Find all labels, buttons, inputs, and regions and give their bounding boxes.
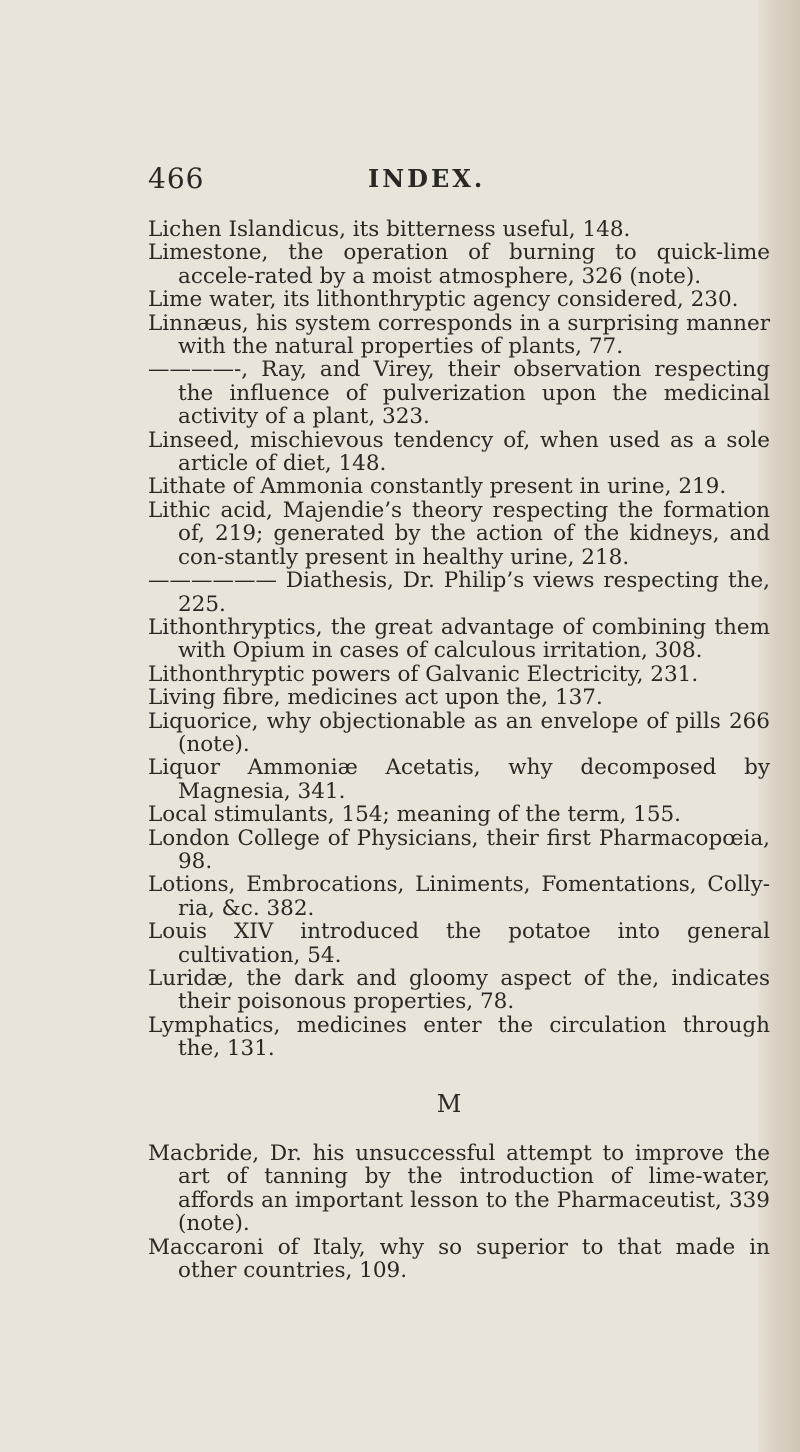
page-number: 466 [148,162,205,195]
index-entry: Lithonthryptics, the great advantage of combining them with Opium in cases of calculous irritation, 308. [148,614,770,664]
index-entry: —————— Diathesis, Dr. Philip’s views respecting the, 225. [148,568,770,617]
index-entry: Liquor Ammoniæ Acetatis, why decomposed by Magnesia, 341. [148,755,770,804]
index-entry: Louis XIV introduced the potatoe into general cultivation, 54. [148,919,770,968]
index-entries [148,218,770,1282]
section-letter-m: M [436,1089,462,1118]
index-entry: Luridæ, the dark and gloomy aspect of the, indicates their poisonous properties, 78. [148,966,770,1015]
index-section-l [148,218,770,1061]
index-entry: Lithate of Ammonia constantly present in urine, 219. [148,474,727,500]
index-entry: ————-, Ray, and Virey, their observation respecting the influence of pulverization upon the medicinal activity of a plant, 323. [148,357,770,430]
running-head: INDEX. [368,164,486,193]
page-header [148,162,708,202]
index-entry: Lithonthryptic powers of Galvanic Electricity, 231. [148,661,699,687]
index-entry: Macbride, Dr. his unsuccessful attempt to improve the art of tanning by the introduction of lime-water, affords an important lesson to the Pharmaceutist, 339 (note). [148,1141,770,1237]
index-entry: Liquorice, why objectionable as an envelope of pills 266 (note). [148,708,770,757]
index-entry: Lime water, its lithonthryptic agency considered, 230. [148,287,739,313]
index-entry: Living fibre, medicines act upon the, 137. [148,685,603,711]
index-entry: Lymphatics, medicines enter the circulation through the, 131. [148,1012,770,1062]
index-entry: Lichen Islandicus, its bitterness useful, 148. [148,217,631,242]
index-entry: Linseed, mischievous tendency of, when used as a sole article of diet, 148. [148,427,770,477]
index-entry: Lithic acid, Majendie’s theory respecting the formation of, 219; generated by the action of the kidneys, and con-stantly present in healthy urine, 218. [148,497,770,570]
index-entry: Limestone, the operation of burning to quick-lime accele-rated by a moist atmosphere, 326 (note). [148,240,770,289]
index-entry: Maccaroni of Italy, why so superior to that made in other countries, 109. [148,1234,770,1284]
index-entry: Linnæus, his system corresponds in a surprising manner with the natural properties of plants, 77. [148,310,770,360]
index-entry: Lotions, Embrocations, Liniments, Fomentations, Colly-ria, &c. 382. [148,872,770,921]
index-section-m [148,1142,770,1282]
index-entry: London College of Physicians, their first Pharmacopœia, 98. [148,825,770,874]
index-entry: Local stimulants, 154; meaning of the term, 155. [148,802,682,828]
